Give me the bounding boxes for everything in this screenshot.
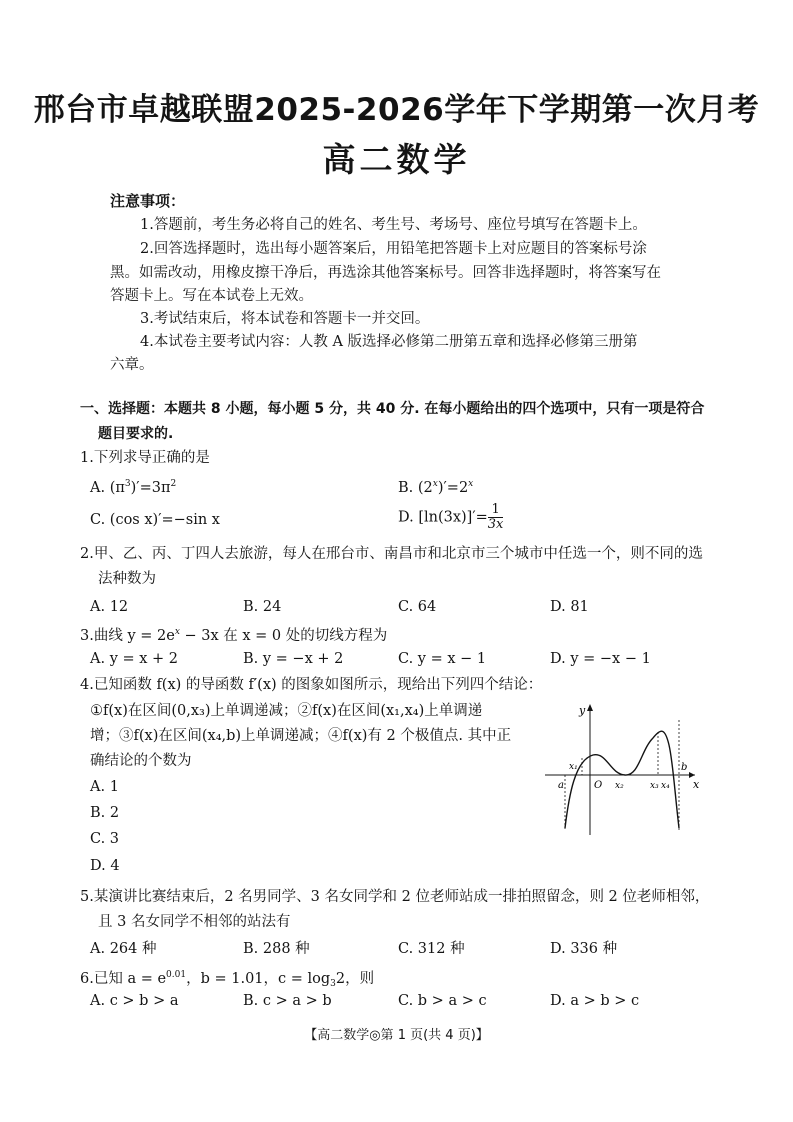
q1-option-c: C. (cos x)′=−sin x — [90, 512, 220, 528]
q4-option-b: B. 2 — [90, 805, 120, 821]
graph-label-y: y — [579, 704, 586, 717]
q1-option-d: D. [ln(3x)]′= $\frac{1}{3x}$ — [398, 502, 504, 532]
q6-option-c: C. b > a > c — [398, 993, 487, 1009]
q1-option-a: A. $(\pi^3)'=3\pi^2$ — [90, 479, 177, 496]
q4-option-a: A. 1 — [90, 779, 119, 795]
subject-title: 高二数学 — [322, 140, 471, 179]
q2-option-c: C. 64 — [398, 599, 437, 615]
q5-option-a: A. 264 种 — [90, 941, 157, 957]
q5-option-b: B. 288 种 — [243, 941, 310, 957]
question-3-stem: 3.曲线 $y = 2e^x - 3x$ 在 x = 0 处的切线方程为 — [80, 627, 388, 644]
question-4-line-2: 增；③f(x)在区间(x₄,b)上单调递减；④f(x)有 2 个极值点. 其中正 — [90, 728, 512, 744]
section-heading: 一、选择题：本题共 8 小题，每小题 5 分，共 40 分. 在每小题给出的四个选项中，只有一项是符合 — [80, 401, 705, 417]
q2-option-d: D. 81 — [550, 599, 589, 615]
question-6-stem: 6.已知 $a = e^{0.01}$，b = 1.01，$c = \log_32$，则 — [80, 970, 375, 989]
question-4-stem: 4.已知函数 f(x) 的导函数 f′(x) 的图象如图所示，现给出下列四个结论： — [80, 677, 543, 693]
q5-option-c: C. 312 种 — [398, 941, 465, 957]
question-1-stem: 1.下列求导正确的是 — [80, 450, 210, 466]
question-2-stem: 2.甲、乙、丙、丁四人去旅游，每人在邢台市、南昌市和北京市三个城市中任选一个，则不同的选 — [80, 546, 703, 562]
graph-label-o: O — [594, 780, 603, 791]
section-heading-cont: 题目要求的. — [98, 426, 174, 442]
q3-option-b: B. y = −x + 2 — [243, 651, 344, 667]
q4-option-d: D. 4 — [90, 858, 120, 874]
y-axis-arrow — [587, 704, 593, 711]
graph-label-a: a — [558, 780, 564, 791]
note-line: 答题卡上。写在本试卷上无效。 — [110, 288, 313, 304]
question-2-stem-cont: 法种数为 — [98, 571, 156, 587]
question-5-stem: 5.某演讲比赛结束后，2 名男同学、3 名女同学和 2 位老师站成一排拍照留念，则 2 位老师相邻， — [80, 889, 710, 905]
question-4-line-3: 确结论的个数为 — [90, 753, 192, 769]
q1-option-b: B. $(2^x)'=2^x$ — [398, 479, 474, 496]
q2-option-a: A. 12 — [90, 599, 129, 615]
q6-option-d: D. a > b > c — [550, 993, 640, 1009]
q3-option-d: D. y = −x − 1 — [550, 651, 651, 667]
graph-label-x: x — [693, 778, 700, 791]
graph-label-b: b — [681, 762, 688, 773]
q6-option-a: A. c > b > a — [90, 993, 179, 1009]
notes-heading: 注意事项： — [110, 192, 186, 210]
note-line: 3.考试结束后，将本试卷和答题卡一并交回。 — [140, 311, 430, 327]
note-line: 黑。如需改动，用橡皮擦干净后，再选涂其他答案标号。回答非选择题时，将答案写在 — [110, 265, 661, 281]
q4-option-c: C. 3 — [90, 831, 120, 847]
q3-option-a: A. y = x + 2 — [90, 651, 179, 667]
graph-label-x4: x₄ — [661, 781, 670, 791]
q3-option-c: C. y = x − 1 — [398, 651, 487, 667]
note-line: 六章。 — [110, 357, 154, 373]
graph-label-x3: x₃ — [650, 781, 659, 791]
note-line: 4.本试卷主要考试内容：人教 A 版选择必修第二册第五章和选择必修第三册第 — [140, 334, 638, 350]
derivative-curve — [565, 731, 679, 828]
graph-label-x1: x₁ — [569, 762, 578, 772]
question-4-line-1: ①f(x)在区间(0,x₃)上单调递减；②f(x)在区间(x₁,x₄)上单调递 — [90, 703, 483, 719]
exam-title: 邢台市卓越联盟2025-2026学年下学期第一次月考 — [33, 92, 760, 128]
derivative-graph — [545, 700, 705, 840]
q6-option-b: B. c > a > b — [243, 993, 332, 1009]
graph-label-x2: x₂ — [615, 781, 624, 791]
q2-option-b: B. 24 — [243, 599, 282, 615]
q5-option-d: D. 336 种 — [550, 941, 618, 957]
note-line: 2.回答选择题时，选出每小题答案后，用铅笔把答题卡上对应题目的答案标号涂 — [140, 241, 647, 257]
note-line: 1.答题前，考生务必将自己的姓名、考生号、考场号、座位号填写在答题卡上。 — [140, 217, 647, 233]
page-footer: 【高二数学◎第 1 页(共 4 页)】 — [304, 1028, 489, 1043]
question-5-stem-cont: 且 3 名女同学不相邻的站法有 — [98, 914, 291, 930]
